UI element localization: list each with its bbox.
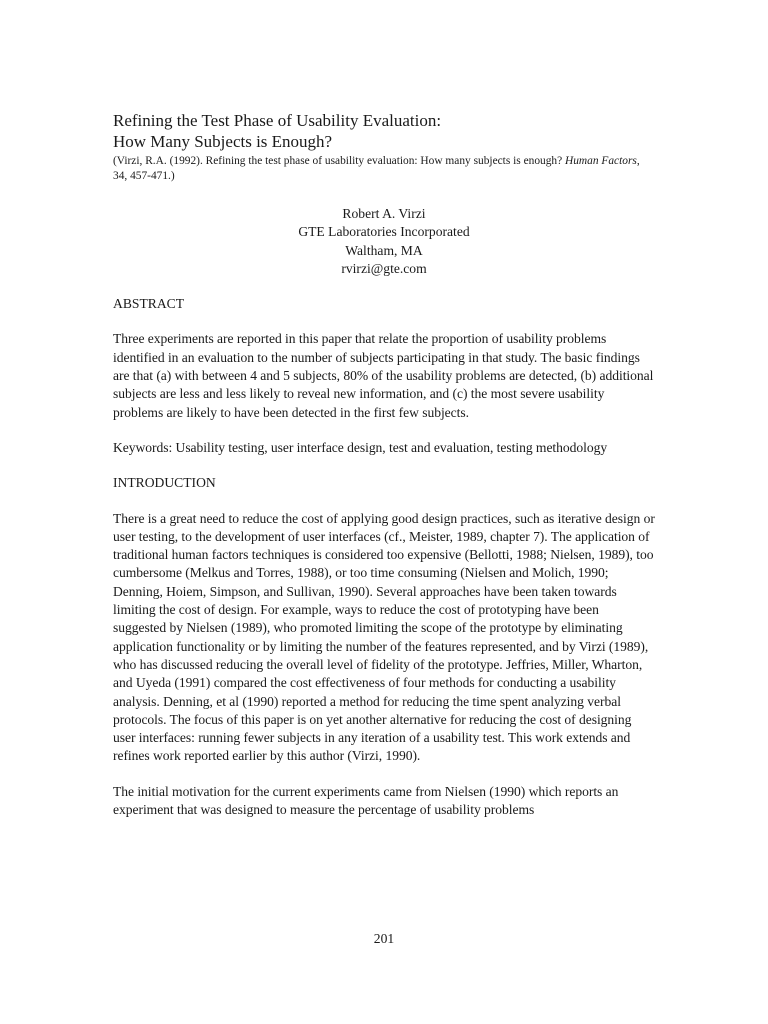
introduction-heading: INTRODUCTION bbox=[113, 475, 216, 491]
introduction-paragraph-1: There is a great need to reduce the cost of applying good design practices, such as iterative design or user testing, to the development of user interfaces (cf., Meister, 1989, chapter 7). The application of traditional human factors techniques is considered too expensive (Bellotti, 1988; Nielsen, 1989), too cumbersome (Melkus and Torres, 1988), or too time consuming (Nielsen and Molich, 1990; Denning, Hoiem, Simpson, and Sullivan, 1990). Several approaches have been taken towards limiting the cost of design. For example, ways to reduce the cost of prototyping have been suggested by Nielsen (1989), who promoted limiting the scope of the prototype by eliminating application functionality or by limiting the number of the features represented, and by Virzi (1989), who has discussed reducing the overall level of fidelity of the prototype. Jeffries, Miller, Wharton, and Uyeda (1991) compared the cost effectiveness of four methods for conducting a usability analysis. Denning, et al (1990) reported a method for reducing the time spent analyzing verbal protocols. The focus of this paper is on yet another alternative for reducing the cost of designing user interfaces: running fewer subjects in any iteration of a usability test. This work extends and refines work reported earlier by this author (Virzi, 1990). bbox=[113, 510, 655, 764]
citation-journal: Human Factors bbox=[565, 155, 637, 167]
author-name: Robert A. Virzi bbox=[342, 206, 426, 221]
document-page bbox=[113, 110, 655, 819]
citation bbox=[113, 154, 655, 184]
introduction-paragraph-2: The initial motivation for the current experiments came from Nielsen (1990) which reports an experiment that was designed to measure the percentage of usability problems bbox=[113, 783, 619, 818]
citation-suffix: , 34, 457-471.) bbox=[113, 155, 640, 182]
keywords: Keywords: Usability testing, user interface design, test and evaluation, testing methodology bbox=[113, 439, 608, 455]
page-number: 201 bbox=[373, 931, 395, 946]
author-email: rvirzi@gte.com bbox=[341, 260, 427, 276]
title-line-2: How Many Subjects is Enough? bbox=[113, 132, 333, 151]
abstract-heading: ABSTRACT bbox=[113, 296, 185, 312]
citation-prefix: (Virzi, R.A. (1992). Refining the test phase of usability evaluation: How many subjects is enough? bbox=[113, 155, 566, 167]
paper-title bbox=[113, 110, 655, 152]
author-location: Waltham, MA bbox=[345, 242, 423, 258]
author-organization: GTE Laboratories Incorporated bbox=[298, 224, 470, 240]
title-line-1: Refining the Test Phase of Usability Evaluation: bbox=[113, 111, 442, 130]
author-block bbox=[113, 205, 655, 278]
abstract-body: Three experiments are reported in this paper that relate the proportion of usability problems identified in an evaluation to the number of subjects participating in that study. The basic findings are that (a) with between 4 and 5 subjects, 80% of the usability problems are detected, (b) additional subjects are less and less likely to reveal new information, and (c) the most severe usability problems are likely to have been detected in the first few subjects. bbox=[113, 331, 654, 420]
